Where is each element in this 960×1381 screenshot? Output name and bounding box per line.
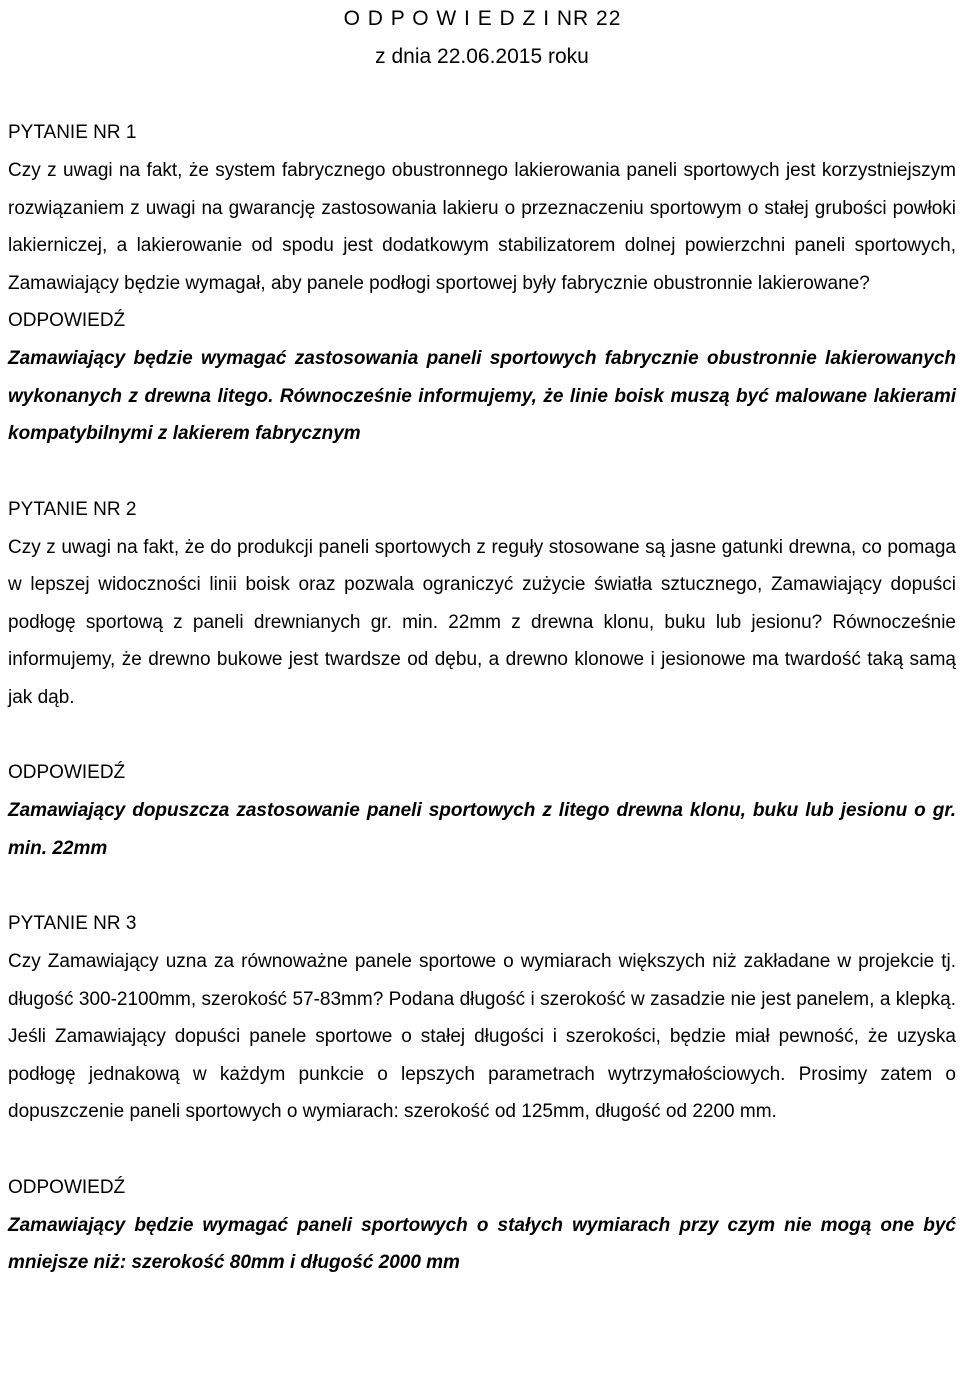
answer-text-2: Zamawiający dopuszcza zastosowanie paneli sportowych z litego drewna klonu, buku lub jesionu o gr. min. 22mm — [8, 800, 956, 859]
question-label-2: PYTANIE NR 2 — [8, 498, 137, 520]
qa-section-3 — [8, 905, 956, 1282]
question-label-1: PYTANIE NR 1 — [8, 122, 137, 143]
answer-label-2: ODPOWIEDŹ — [8, 762, 126, 783]
document-header — [8, 0, 956, 76]
question-text-2: Czy z uwagi na fakt, że do produkcji paneli sportowych z reguły stosowane są jasne gatunki drewna, co pomaga w lepszej widoczności linii boisk oraz pozwala ograniczyć zużycie światła sztucznego, Zamawiający dopuści podłogę sportową z paneli drewnianych gr. min. 22mm z drewna klonu, buku lub jesionu? Równocześnie informujemy, że drewno bukowe jest twardsze od dębu, a drewno klonowe i jesionowe ma twardość taką samą jak dąb. — [8, 536, 956, 708]
spacer — [8, 453, 956, 491]
spacer — [8, 867, 956, 905]
document-title: O D P O W I E D Z I NR 22 — [343, 7, 622, 30]
answer-label-1: ODPOWIEDŹ — [8, 310, 126, 331]
question-text-3: Czy Zamawiający uzna za równoważne panele sportowe o wymiarach większych niż zakładane w projekcie tj. długość 300-2100mm, szerokość 57-83mm? Podana długość i szerokość w zasadzie nie jest panelem, a klepką. Jeśli Zamawiający dopuści panele sportowe o stałej długości i szerokości, będzie miał pewność, że uzyska podłogę jednakową w każdym punkcie o lepszych parametrach wytrzymałościowych. Prosimy zatem o dopuszczenie paneli sportowych o wymiarach: szerokość od 125mm, długość od 2200 mm. — [8, 951, 956, 1122]
document-date: z dnia 22.06.2015 roku — [375, 45, 589, 68]
spacer — [8, 716, 956, 754]
answer-text-1: Zamawiający będzie wymagać zastosowania paneli sportowych fabrycznie obustronnie lakierowanych wykonanych z drewna litego. Równocześnie informujemy, że linie boisk muszą być malowane lakierami kompatybilnymi z lakierem fabrycznym — [8, 348, 956, 444]
answer-label-3: ODPOWIEDŹ — [8, 1176, 126, 1198]
spacer — [8, 1131, 956, 1169]
answer-text-3: Zamawiający będzie wymagać paneli sportowych o stałych wymiarach przy czym nie mogą one być mniejsze niż: szerokość 80mm i długość 2000 mm — [8, 1214, 956, 1273]
spacer — [8, 76, 956, 114]
question-text-1: Czy z uwagi na fakt, że system fabrycznego obustronnego lakierowania paneli sportowych jest korzystniejszym rozwiązaniem z uwagi na gwarancję zastosowania lakieru o przeznaczeniu sportowym o stałej grubości powłoki lakierniczej, a lakierowanie od spodu jest dodatkowym stabilizatorem dolnej powierzchni paneli sportowych, Zamawiający będzie wymagał, aby panele podłogi sportowej były fabrycznie obustronnie lakierowane? — [8, 160, 956, 294]
document-page — [8, 0, 956, 1282]
qa-section-2 — [8, 491, 956, 868]
question-label-3: PYTANIE NR 3 — [8, 913, 137, 934]
qa-section-1 — [8, 114, 956, 453]
